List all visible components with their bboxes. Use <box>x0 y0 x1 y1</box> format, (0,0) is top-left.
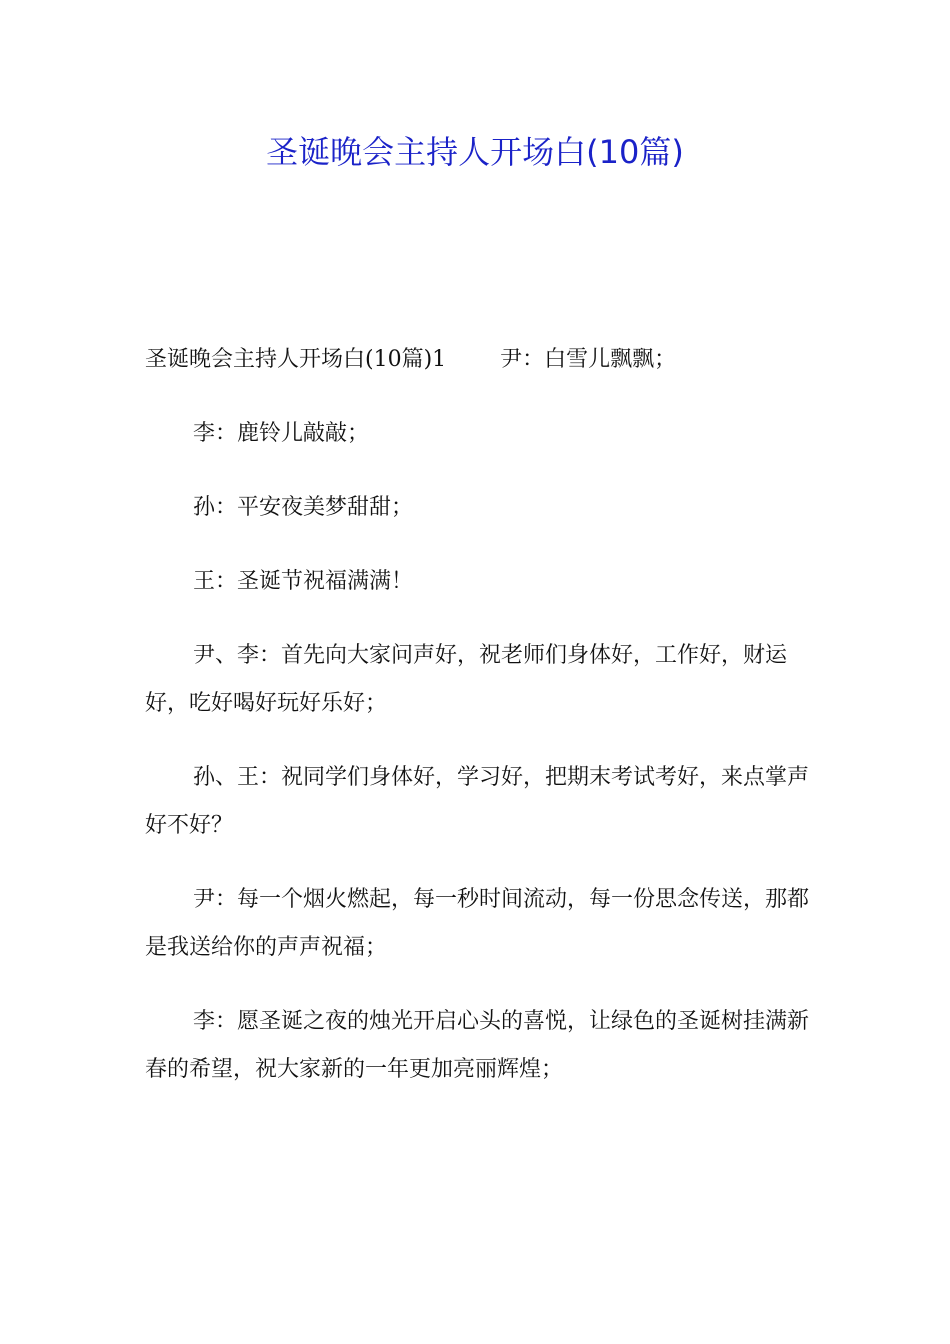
paragraph: 李：鹿铃儿敲敲； <box>193 421 370 446</box>
document-title: 圣诞晚会主持人开场白(10篇) <box>266 133 684 171</box>
first-paragraph <box>145 336 825 384</box>
document-body <box>145 336 825 1120</box>
paragraph: 孙、王：祝同学们身体好，学习好，把期末考试考好，来点掌声好不好？ <box>145 765 810 838</box>
paragraph: 李：愿圣诞之夜的烛光开启心头的喜悦，让绿色的圣诞树挂满新春的希望，祝大家新的一年更加亮丽辉煌； <box>145 1009 810 1082</box>
paragraph: 王：圣诞节祝福满满！ <box>193 569 414 594</box>
first-line-text: 尹：白雪儿飘飘； <box>500 347 677 372</box>
paragraph: 尹：每一个烟火燃起，每一秒时间流动，每一份思念传送，那都是我送给你的声声祝福； <box>145 887 810 960</box>
paragraph: 尹、李：首先向大家问声好，祝老师们身体好，工作好，财运好，吃好喝好玩好乐好； <box>145 643 788 716</box>
paragraph: 孙：平安夜美梦甜甜； <box>193 495 414 520</box>
section-heading: 圣诞晚会主持人开场白(10篇)1 <box>145 347 447 372</box>
